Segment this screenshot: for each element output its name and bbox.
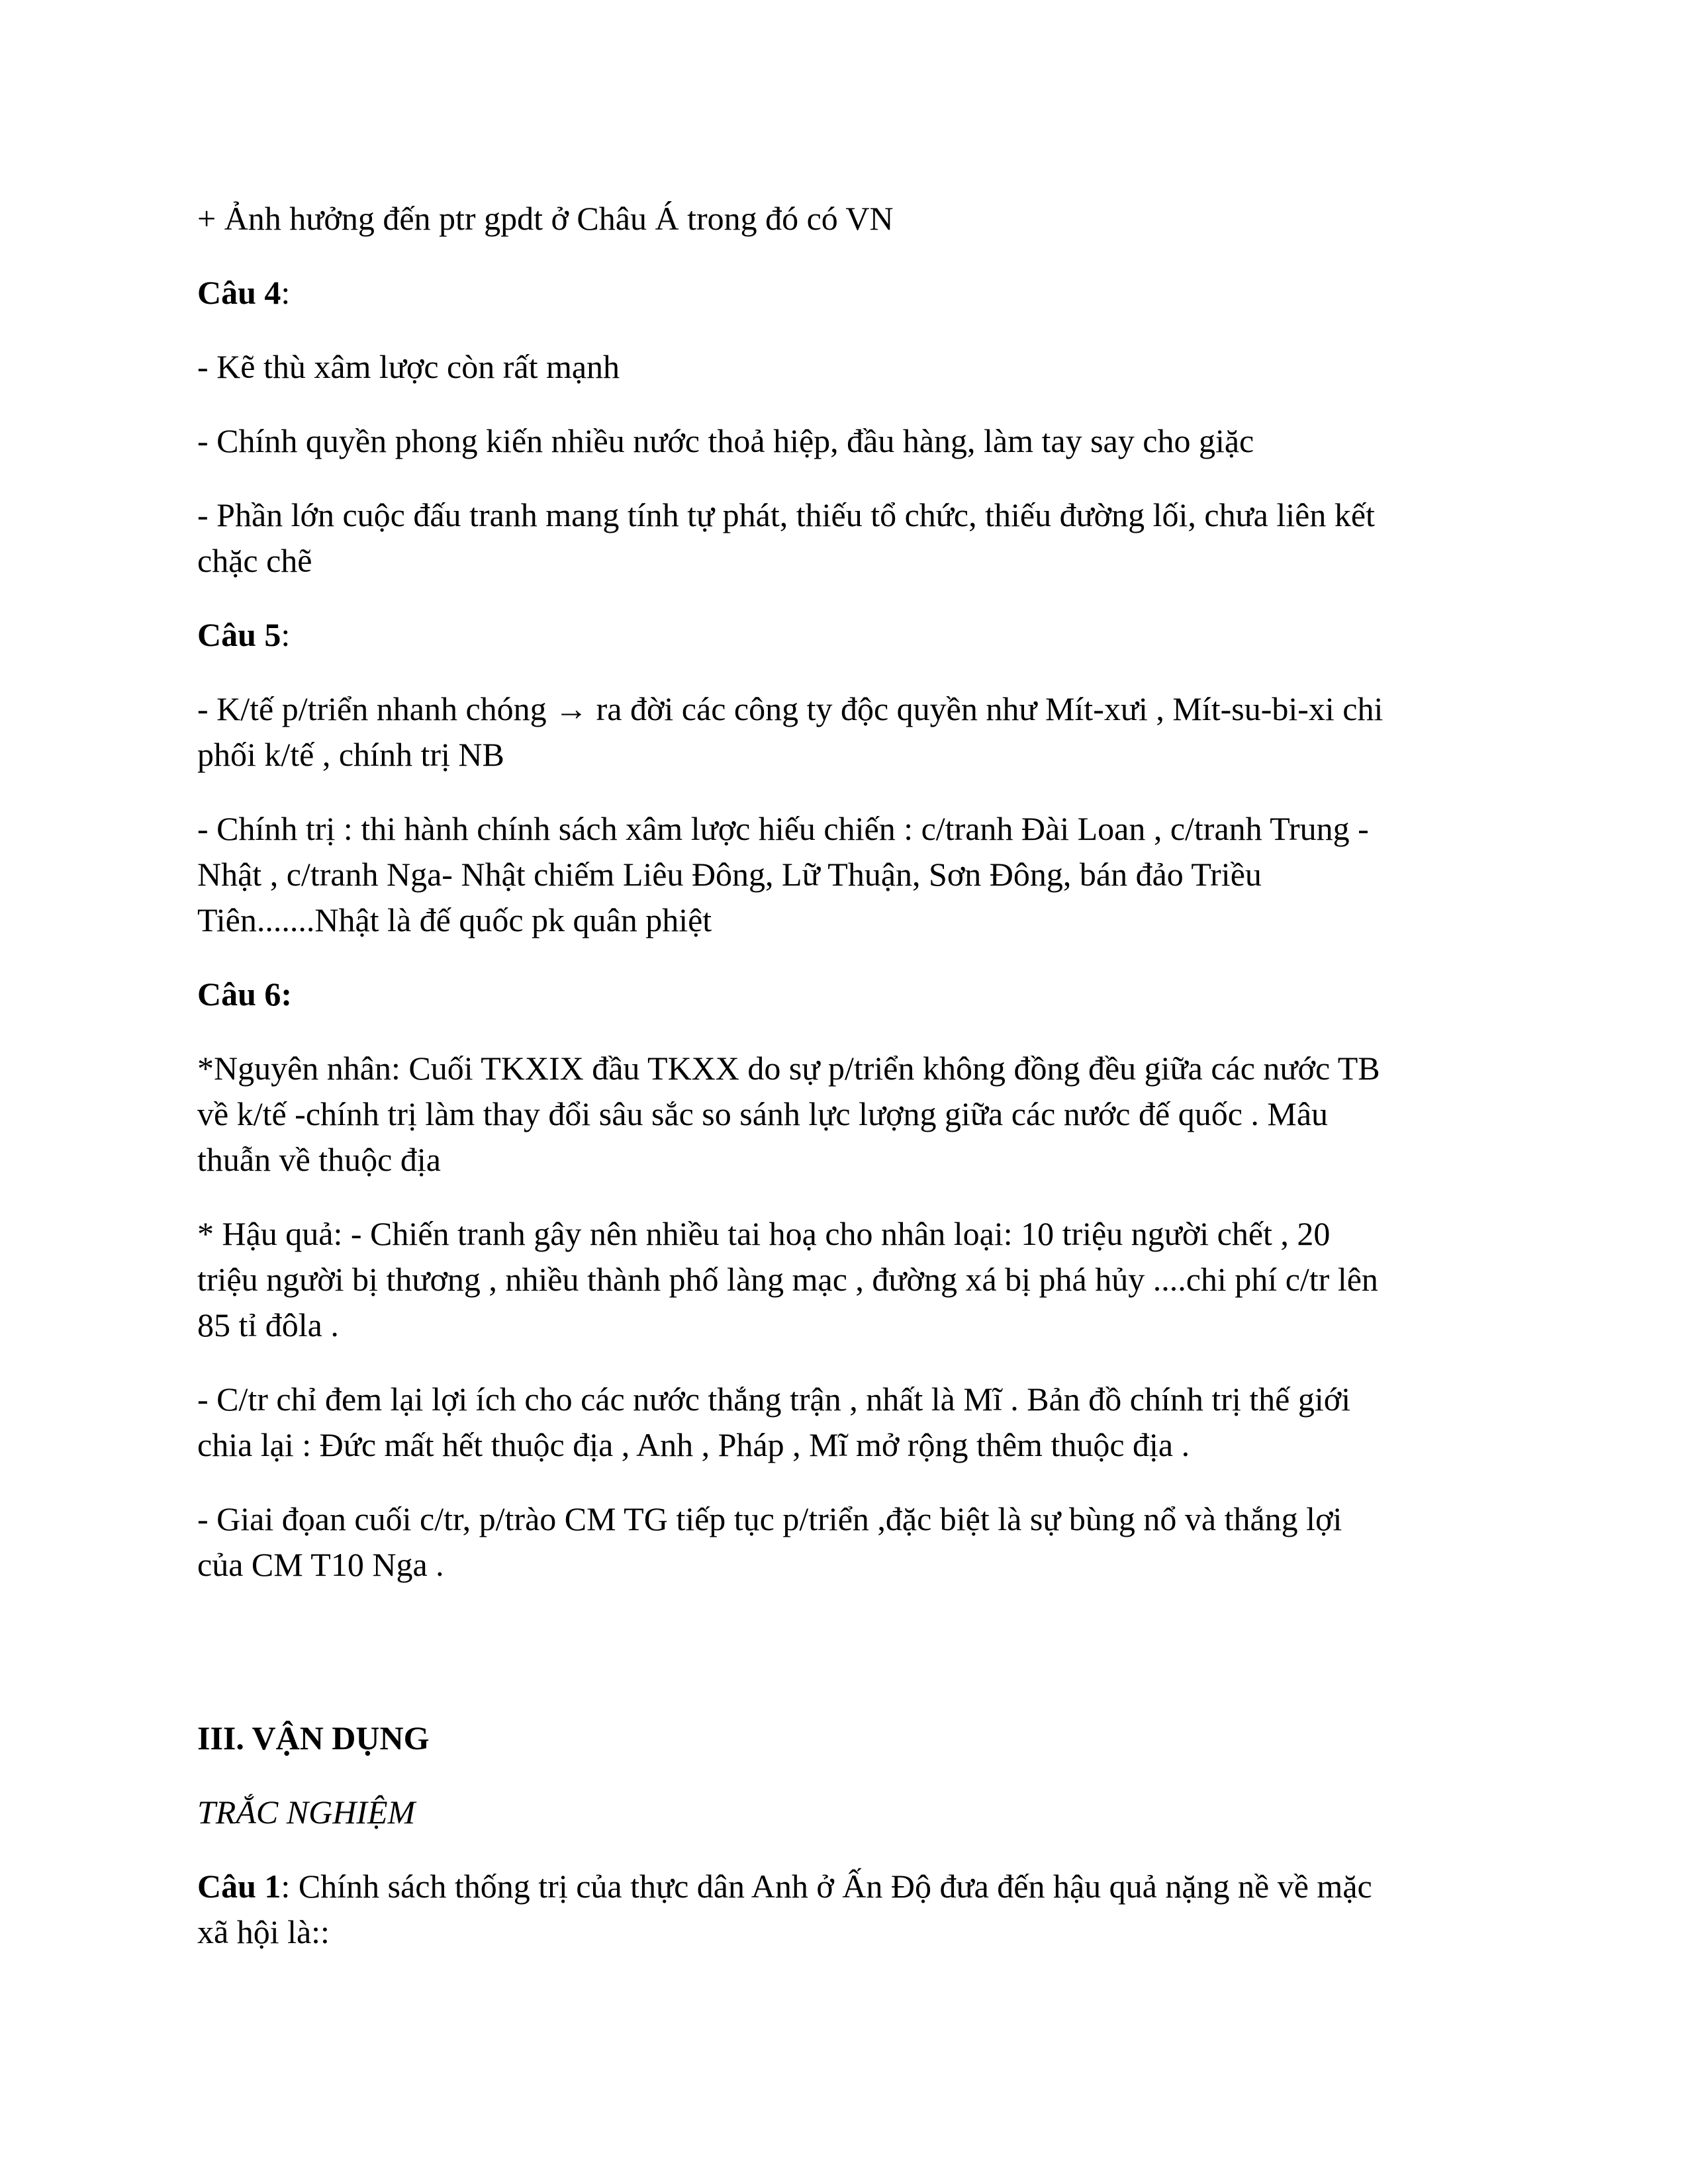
text-line: Nhật , c/tranh Nga- Nhật chiếm Liêu Đông, Lữ Thuận, Sơn Đông, bán đảo Triều (197, 856, 1262, 893)
text-line: của CM T10 Nga . (197, 1546, 444, 1583)
text-line: + Ảnh hưởng đến ptr gpdt ở Châu Á trong đó có VN (197, 200, 894, 237)
text-line: chặc chẽ (197, 542, 312, 579)
question-label: Câu 5 (197, 616, 281, 653)
subsection-heading: TRẮC NGHIỆM (197, 1794, 416, 1831)
text-line: về k/tế -chính trị làm thay đổi sâu sắc so sánh lực lượng giữa các nước đế quốc . Mâu (197, 1095, 1329, 1132)
text-line: * Hậu quả: - Chiến tranh gây nên nhiều tai hoạ cho nhân loại: 10 triệu người chết , 20 (197, 1215, 1331, 1252)
question-label: Câu 1 (197, 1868, 281, 1905)
question-text: : Chính sách thống trị của thực dân Anh ở Ấn Độ đưa đến hậu quả nặng nề về mặc (281, 1868, 1372, 1905)
question-heading (197, 270, 1495, 316)
text-line: - Kẽ thù xâm lược còn rất mạnh (197, 348, 620, 385)
text-line: - K/tế p/triển nhanh chóng → ra đời các công ty độc quyền như Mít-xưi , Mít-su-bi-xi chi (197, 690, 1383, 727)
question-colon: : (281, 616, 291, 653)
text-line: - C/tr chỉ đem lại lợi ích cho các nước thắng trận , nhất là Mĩ . Bản đồ chính trị thế giới (197, 1381, 1351, 1418)
text-line: - Phần lớn cuộc đấu tranh mang tính tự phát, thiếu tổ chức, thiếu đường lối, chưa liên kết (197, 496, 1375, 533)
question-colon: : (281, 274, 291, 311)
question-label: Câu 4 (197, 274, 281, 311)
text-line: Tiên.......Nhật là đế quốc pk quân phiệt (197, 901, 712, 938)
text-line: chia lại : Đức mất hết thuộc địa , Anh , Pháp , Mĩ mở rộng thêm thuộc địa . (197, 1426, 1190, 1463)
text-line: - Chính quyền phong kiến nhiều nước thoả hiệp, đầu hàng, làm tay say cho giặc (197, 422, 1254, 459)
text-line: xã hội là:: (197, 1913, 330, 1950)
question-heading (197, 612, 1495, 658)
section-heading: III. VẬN DỤNG (197, 1719, 430, 1756)
question-line (197, 1864, 1495, 1909)
text-line: - Chính trị : thi hành chính sách xâm lược hiếu chiến : c/tranh Đài Loan , c/tranh Trung - (197, 810, 1369, 847)
text-line: *Nguyên nhân: Cuối TKXIX đầu TKXX do sự p/triển không đồng đều giữa các nước TB (197, 1050, 1380, 1087)
question-heading: Câu 6: (197, 976, 293, 1013)
text-line: phối k/tế , chính trị NB (197, 736, 504, 773)
text-line: 85 tỉ đôla . (197, 1306, 339, 1343)
text-line: triệu người bị thương , nhiều thành phố làng mạc , đường xá bị phá hủy ....chi phí c/tr lên (197, 1261, 1378, 1298)
text-line: - Giai đọan cuối c/tr, p/trào CM TG tiếp tục p/triển ,đặc biệt là sự bùng nổ và thắng lợi (197, 1500, 1342, 1537)
text-line: thuẫn về thuộc địa (197, 1141, 441, 1178)
